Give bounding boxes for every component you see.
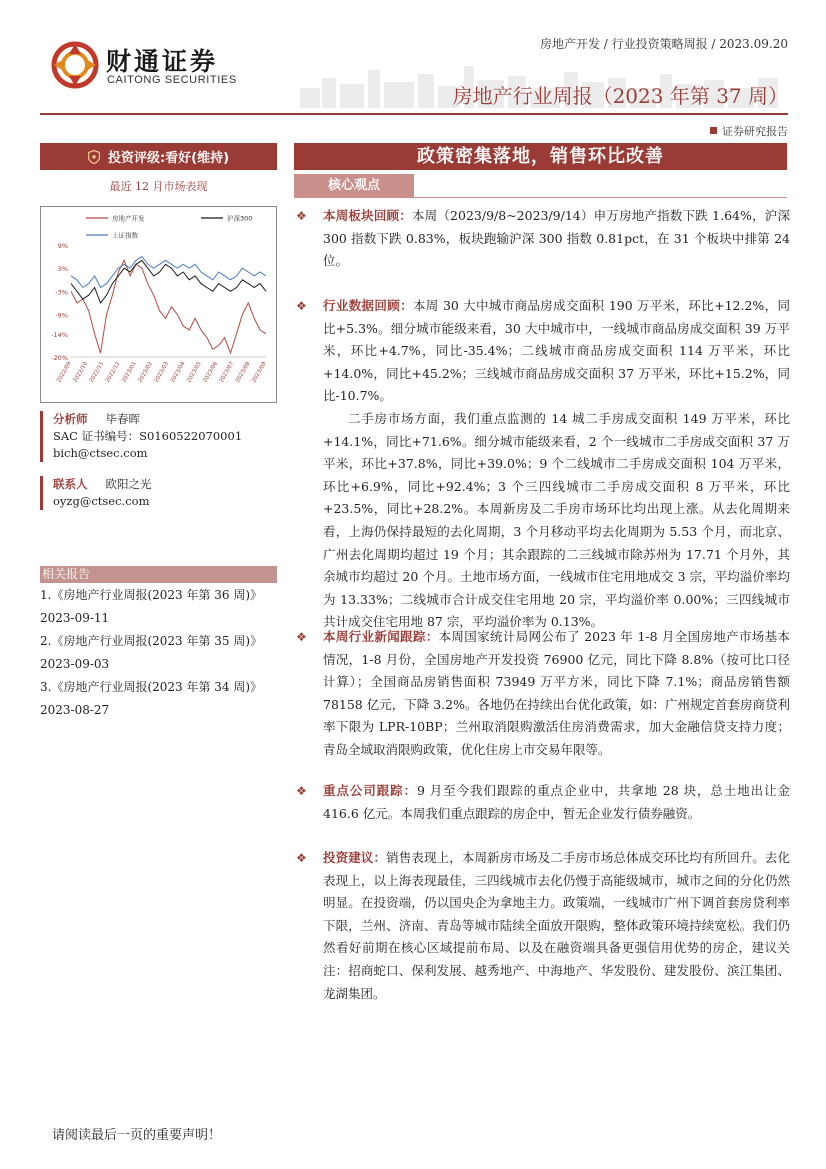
point-lead: 行业数据回顾： [323, 298, 413, 313]
x-tick-label: 2022/10 [72, 361, 89, 384]
x-tick-label: 2022/12 [104, 361, 122, 384]
x-tick-label: 2023/07 [218, 361, 236, 384]
contact-name: 欧阳之光 [105, 477, 152, 491]
y-tick-label: -20% [51, 354, 68, 362]
x-tick-label: 2023/08 [234, 361, 252, 384]
point-industry-data [296, 295, 790, 634]
series-line [71, 257, 266, 288]
investment-rating-box [40, 143, 277, 170]
headline-banner: 政策密集落地，销售环比改善 [294, 143, 787, 170]
market-performance-svg [41, 207, 276, 402]
logo-english-name: CAITONG SECURITIES [107, 74, 237, 86]
analyst-role-label: 分析师 [53, 412, 88, 426]
point-text-continued: 二手房市场方面，我们重点监测的 14 城二手房成交面积 149 万平米，环比+14.1%，同比+71.6%。细分城市能级来看，2 个一线城市二手房成交面积 37 万平米，环比+37.8%，同比+39.0%；9 个二线城市二手房成交面积 104 万平米，环比+6.9%，同比+92.4%；3 个三四线城市二手房成交面积 8 万平米，环比+23.5%，同比+28.2%。本周新房及二手房市场环比均出现上涨。从去化周期来看，上海仍保持最短的去化周期，3 个月移动平均去化周期为 5.53 个月，而北京、广州去化周期均超过 19 个月；其余跟踪的二三线城市除苏州为 17.71 个月外，其余城市均超过 20 个月。土地市场方面，一线城市住宅用地成交 3 宗，平均溢价率均为 13.33%；二线城市合计成交住宅用地 20 宗，平均溢价率 0.00%；三四线城市共计成交住宅用地 87 宗，平均溢价率为 0.13%。 [323, 410, 790, 630]
diamond-bullet-icon: ❖ [296, 630, 307, 644]
related-report-date: 2023-09-03 [40, 657, 110, 671]
x-tick-label: 2023/05 [186, 361, 203, 384]
diamond-bullet-icon: ❖ [296, 784, 307, 798]
x-tick-label: 2022/09 [56, 361, 73, 384]
diamond-bullet-icon: ❖ [296, 851, 307, 865]
x-tick-label: 2023/09 [251, 361, 268, 384]
legend-label: 上证指数 [112, 231, 138, 240]
x-tick-label: 2022/11 [88, 361, 106, 384]
point-lead: 投资建议： [323, 850, 387, 865]
series-line [71, 260, 266, 303]
related-report-date: 2023-09-11 [40, 611, 110, 625]
report-title: 房地产行业周报（2023 年第 37 周） [452, 84, 788, 108]
legend-label: 沪深300 [227, 214, 253, 223]
research-report-label: 证券研究报告 [722, 125, 788, 138]
y-tick-label: -3% [55, 288, 68, 297]
chart-caption: 最近 12 月市场表现 [109, 180, 208, 193]
point-lead: 重点公司跟踪： [323, 783, 417, 798]
related-report-date: 2023-08-27 [40, 703, 110, 717]
company-logo [50, 40, 250, 90]
point-lead: 本周行业新闻跟踪： [323, 629, 439, 644]
logo-chinese-name: 财通证券 [106, 47, 219, 76]
related-report-title[interactable]: 1.《房地产行业周报(2023 年第 36 周)》 [40, 588, 263, 602]
y-tick-label: -9% [55, 311, 68, 320]
point-text: 本周 30 大中城市商品房成交面积 190 万平米，环比+12.2%，同比+5.3%。细分城市能级来看，30 大中城市中，一线城市商品房成交面积 39 万平米，环比+4.7%，同比-35.4%；二线城市商品房成交面积 114 万平米，环比+14.0%，同比+45.2%；三线城市商品房成交面积 37 万平米，环比+15.2%，同比-10.7%。 [323, 298, 790, 404]
y-tick-label: 3% [57, 265, 68, 274]
diamond-bullet-icon: ❖ [296, 299, 307, 313]
related-reports-heading: 相关报告 [40, 566, 277, 583]
header-divider [40, 113, 788, 115]
shield-icon [88, 150, 100, 164]
point-text: 本周（2023/9/8~2023/9/14）申万房地产指数下跌 1.64%，沪深 300 指数下跌 0.83%，板块跑输沪深 300 指数 0.81pct，在 31 个板块中排第 24 位。 [323, 208, 790, 269]
research-report-tag [710, 123, 788, 139]
section-divider [294, 197, 787, 198]
y-tick-label: 9% [57, 242, 68, 250]
analyst-sac-number: SAC 证书编号：S0160522070001 [53, 429, 243, 443]
related-reports-list [40, 584, 280, 722]
x-tick-label: 2023/01 [121, 361, 138, 384]
report-category-line: 房地产开发 / 行业投资策略周报 / 2023.09.20 [539, 37, 788, 51]
point-investment-advice [296, 847, 790, 1005]
point-text: 9 月至今我们跟踪的重点企业中，共拿地 28 块，总土地出让金 416.6 亿元。本周我们重点跟踪的房企中，暂无企业发行债券融资。 [323, 783, 790, 821]
point-lead: 本周板块回顾： [323, 208, 412, 223]
related-report-title[interactable]: 3.《房地产行业周报(2023 年第 34 周)》 [40, 680, 263, 694]
disclaimer-note: 请阅读最后一页的重要声明！ [52, 1128, 222, 1143]
analyst-email: bich@ctsec.com [53, 446, 148, 460]
contact-role-label: 联系人 [53, 477, 88, 491]
point-company-tracking [296, 780, 790, 825]
square-bullet-icon [710, 127, 717, 134]
logo-emblem-icon [50, 40, 100, 90]
investment-rating-label: 投资评级:看好(维持) [107, 151, 230, 166]
section-title-core-views: 核心观点 [294, 174, 414, 197]
contact-email: oyzg@ctsec.com [53, 494, 150, 508]
point-text: 本周国家统计局网公布了 2023 年 1-8 月全国房地产市场基本情况，1-8 月份，全国房地产开发投资 76900 亿元，同比下降 8.8%（按可比口径计算）；全国商品房销售面积 73949 万平方米，同比下降 7.1%；商品房销售额 78158 亿元，下降 3.2%。各地仍在持续出台优化政策，如：广州规定首套房商贷利率下限为 LPR-10BP；兰州取消限购激活住房消费需求，加大金融信贷支持力度；青岛全域取消限购政策，优化住房上市交易年限等。 [323, 629, 790, 757]
diamond-bullet-icon: ❖ [296, 209, 307, 223]
x-tick-label: 2023/02 [137, 361, 154, 384]
related-report-title[interactable]: 2.《房地产行业周报(2023 年第 35 周)》 [40, 634, 263, 648]
market-performance-chart [40, 206, 277, 403]
point-sector-review [296, 205, 790, 273]
legend-label: 房地产开发 [112, 214, 145, 223]
analyst-info [40, 411, 277, 462]
point-text: 销售表现上，本周新房市场及二手房市场总体成交环比均有所回升。去化表现上，以上海表现最佳，三四线城市去化仍慢于高能级城市，城市之间的分化仍然明显。在投资端，仍以国央企为拿地主力。政策端，一线城市广州下调首套房贷利率下限，兰州、济南、青岛等城市陆续全面放开限购，整体政策环境持续宽松。我们仍然看好前期在核心区域提前布局、以及在融资端具备更强信用优势的房企，建议关注：招商蛇口、保利发展、越秀地产、中海地产、华发股份、建发股份、滨江集团、龙湖集团。 [323, 850, 790, 1001]
point-industry-news [296, 626, 790, 762]
x-tick-label: 2023/06 [202, 361, 219, 384]
analyst-name: 毕春晖 [105, 412, 140, 426]
y-tick-label: -14% [51, 330, 68, 339]
contact-info [40, 476, 277, 510]
x-tick-label: 2023/04 [169, 361, 187, 384]
series-line [71, 260, 266, 353]
x-tick-label: 2023/03 [153, 361, 171, 384]
